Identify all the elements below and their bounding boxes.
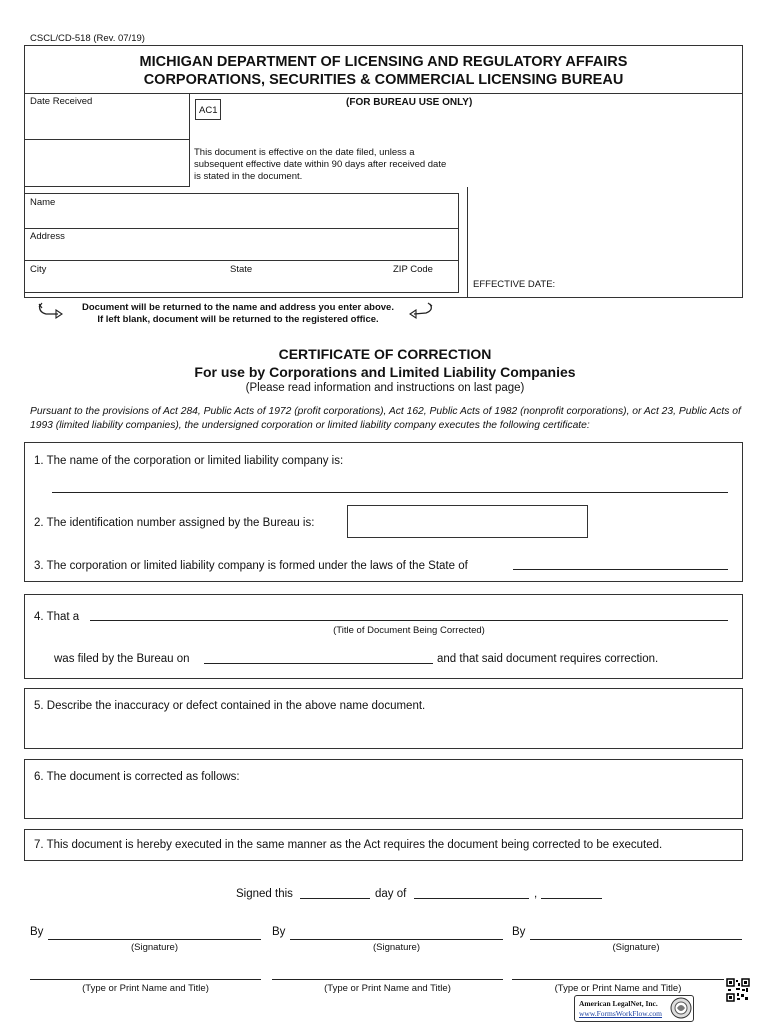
pursuant-paragraph: Pursuant to the provisions of Act 284, Public Acts of 1972 (profit corporations), Act 162, Public Acts of 1982 (nonprofit corporations), or Act 23, Public Acts of 1993 (limited liability companies), the undersigned corporation or limited liability company executes the following certificate:	[30, 406, 741, 431]
name-input[interactable]	[30, 210, 450, 224]
effective-note: This document is effective on the date filed, unless a subsequent effective date within 90 days after received date is stated in the document.	[194, 147, 447, 182]
comma: ,	[534, 888, 538, 900]
zip-input[interactable]	[393, 276, 453, 290]
dept-title: MICHIGAN DEPARTMENT OF LICENSING AND REGULATORY AFFAIRS	[139, 54, 628, 70]
ac1-box	[195, 99, 221, 120]
signature-caption-2: (Signature)	[373, 942, 420, 953]
name-title-line-3	[512, 979, 724, 980]
bureau-blank-box	[24, 139, 190, 187]
city-input[interactable]	[30, 276, 220, 290]
return-notice-2: If left blank, document will be returned to the registered office.	[97, 314, 379, 325]
certificate-note: (Please read information and instructions on last page)	[245, 382, 525, 394]
item-6-box[interactable]	[24, 759, 743, 819]
name-title-input-1[interactable]	[32, 965, 258, 978]
document-title-input[interactable]	[93, 607, 723, 620]
zip-label: ZIP Code	[393, 264, 433, 275]
signed-month-input[interactable]	[416, 885, 527, 898]
item-5-box[interactable]	[24, 688, 743, 749]
return-right-arrow-icon	[406, 300, 436, 322]
address-label: Address	[30, 231, 65, 242]
item-1-line	[52, 492, 728, 493]
name-title-caption-3: (Type or Print Name and Title)	[554, 983, 682, 994]
by-label-3: By	[512, 926, 526, 938]
certificate-subtitle: For use by Corporations and Limited Liability Companies	[194, 364, 576, 380]
signature-line-3[interactable]	[530, 939, 742, 940]
signed-month-line	[414, 898, 529, 899]
qr-code-icon	[726, 978, 750, 1002]
signed-year-line	[541, 898, 602, 899]
item-3-text: 3. The corporation or limited liability company is formed under the laws of the State of	[34, 560, 468, 572]
state-of-formation-input[interactable]	[516, 556, 726, 569]
company-name-input[interactable]	[54, 478, 724, 491]
item-4-requires-text: and that said document requires correction.	[437, 653, 659, 665]
signed-day-line	[300, 898, 370, 899]
publisher-logo-icon	[670, 997, 692, 1019]
item-6-text: 6. The document is corrected as follows:	[34, 771, 240, 783]
for-bureau-use-only: (FOR BUREAU USE ONLY)	[346, 97, 473, 108]
publisher-url[interactable]: www.FormsWorkFlow.com	[579, 1009, 663, 1018]
by-label-2: By	[272, 926, 286, 938]
signature-line-2[interactable]	[290, 939, 503, 940]
return-left-arrow-icon	[36, 300, 66, 322]
signed-day-input[interactable]	[302, 885, 368, 898]
signed-this-label: Signed this	[236, 888, 293, 900]
state-input[interactable]	[230, 276, 380, 290]
address-input[interactable]	[30, 243, 450, 257]
date-received-label: Date Received	[30, 96, 93, 107]
item-1-text: 1. The name of the corporation or limited liability company is:	[34, 455, 344, 467]
item-5-text: 5. Describe the inaccuracy or defect contained in the above name document.	[34, 700, 426, 712]
signature-line-1[interactable]	[48, 939, 261, 940]
name-title-input-3[interactable]	[514, 965, 722, 978]
name-title-line-2	[272, 979, 503, 980]
signature-caption-1: (Signature)	[131, 942, 178, 953]
publisher-box	[574, 995, 694, 1022]
item-2-text: 2. The identification number assigned by the Bureau is:	[34, 517, 315, 529]
item-7-text: 7. This document is hereby executed in the same manner as the Act requires the document being corrected to be executed.	[34, 839, 663, 851]
signature-caption-3: (Signature)	[612, 942, 660, 953]
state-label: State	[230, 264, 253, 275]
form-code: CSCL/CD-518 (Rev. 07/19)	[30, 33, 145, 44]
ac1-label: AC1	[199, 105, 218, 116]
date-received-box[interactable]	[24, 93, 190, 140]
certificate-title: CERTIFICATE OF CORRECTION	[278, 346, 492, 362]
effective-divider	[467, 187, 468, 298]
name-title-caption-2: (Type or Print Name and Title)	[324, 983, 451, 994]
address-divider-1	[24, 228, 459, 229]
signed-year-input[interactable]	[543, 885, 600, 898]
item-4-title-line	[90, 620, 728, 621]
bureau-title: CORPORATIONS, SECURITIES & COMMERCIAL LICENSING BUREAU	[143, 72, 624, 88]
address-divider-2	[24, 260, 459, 261]
name-title-line-1	[30, 979, 261, 980]
name-label: Name	[30, 197, 56, 208]
by-label-1: By	[30, 926, 44, 938]
publisher-name: American LegalNet, Inc.	[579, 999, 658, 1008]
name-title-caption-1: (Type or Print Name and Title)	[82, 983, 209, 994]
item-4-caption: (Title of Document Being Corrected)	[333, 625, 485, 636]
item-4-filed-text: was filed by the Bureau on	[54, 653, 190, 665]
filed-date-input[interactable]	[207, 650, 429, 663]
item-3-line	[513, 569, 728, 570]
item-4-date-line	[204, 663, 433, 664]
name-title-input-2[interactable]	[274, 965, 500, 978]
item-4-text: 4. That a	[34, 611, 80, 623]
header-box	[24, 45, 743, 94]
city-label: City	[30, 264, 47, 275]
effective-date-label: EFFECTIVE DATE:	[473, 279, 556, 290]
id-number-input[interactable]	[352, 514, 582, 529]
return-notice-1: Document will be returned to the name and address you enter above.	[82, 302, 394, 313]
day-of-label: day of	[375, 888, 407, 900]
